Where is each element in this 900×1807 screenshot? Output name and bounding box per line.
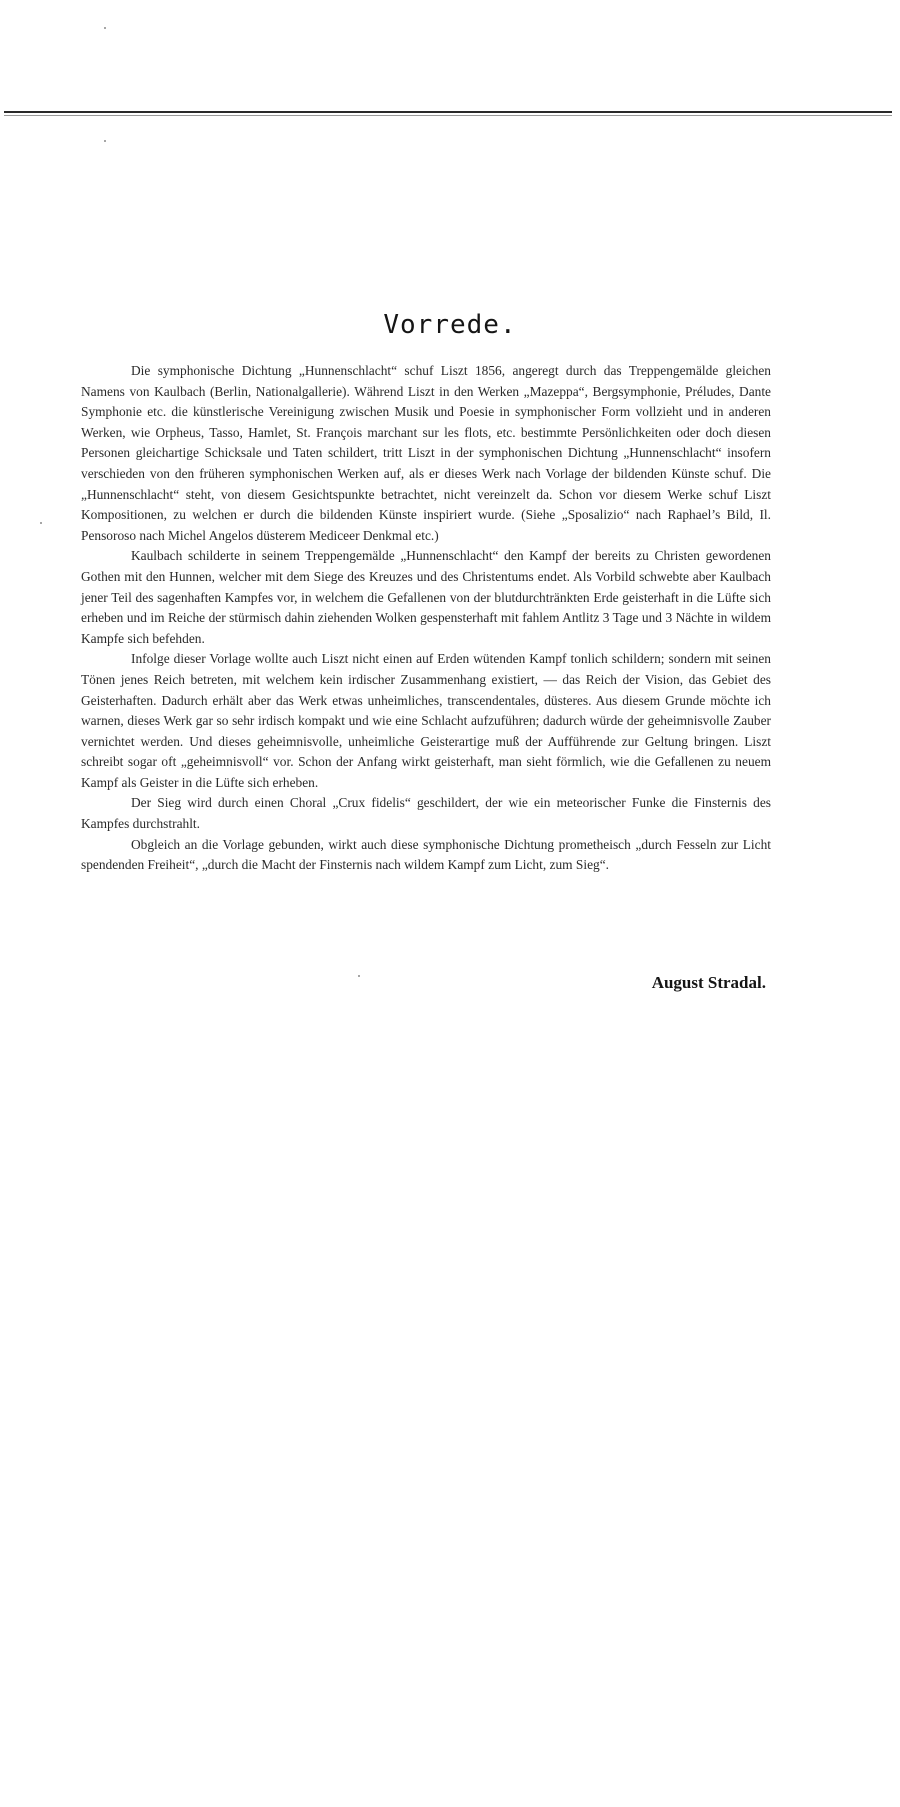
scan-speck [104,27,106,29]
paragraph-5: Obgleich an die Vorlage gebunden, wirkt auch diese symphonische Dichtung prometheisch „durch Fesseln zur Licht spendenden Freiheit“, „durch die Macht der Finsternis nach wildem Kampf zum Licht, zum Sieg“. [81,836,771,873]
top-border-rule [4,111,892,113]
paragraph-1: Die symphonische Dichtung „Hunnenschlacht“ schuf Liszt 1856, angeregt durch das Treppengemälde gleichen Namens von Kaulbach (Berlin, Nationalgallerie). Während Liszt in den Werken „Mazeppa“, Bergsymphonie, Préludes, Dante Symphonie etc. die künstlerische Vereinigung zwischen Musik und Poesie in symphonischer Form vollzieht und in anderen Werken, wie Orpheus, Tasso, Hamlet, St. François marchant sur les flots, etc. bestimmte Persönlichkeiten oder doch diesen Personen gleichartige Schicksale und Taten schildert, tritt Liszt in der symphonischen Dichtung „Hunnenschlacht“ insofern verschieden von den früheren symphonischen Werken auf, als er dieses Werk nach Vorlage der bildenden Künste schuf. Die „Hunnenschlacht“ steht, von diesem Gesichtspunkte betrachtet, nicht vereinzelt da. Schon vor diesem Werke schuf Liszt Kompositionen, zu welchen er durch die bildenden Künste inspiriert wurde. (Siehe „Sposalizio“ nach Raphael’s Bild, Il. Pensoroso nach Michel Angelos düsterem Mediceer Denkmal etc.) [81,363,771,543]
page-title: Vorrede. [383,310,517,340]
scan-speck [104,140,106,142]
top-border-rule-shadow [4,115,892,116]
paragraph-2: Kaulbach schilderte in seinem Treppengemälde „Hunnenschlacht“ den Kampf der bereits zu Christen gewordenen Gothen mit den Hunnen, welcher mit dem Siege des Kreuzes und des Christentums endet. Als Vorbild schwebte aber Kaulbach jener Teil des sagenhaften Kampfes vor, in welchem die Gefallenen von der blutdurchtränkten Erde geisterhaft in die Lüfte sich erheben und im Reiche der stürmisch dahin ziehenden Wolken gespensterhaft mit fahlem Antlitz 3 Tage und 3 Nächte in wildem Kampfe sich befehden. [81,548,771,646]
paragraph-3: Infolge dieser Vorlage wollte auch Liszt nicht einen auf Erden wütenden Kampf tonlich schildern; sondern mit seinen Tönen jenes Reich betreten, mit welchem kein irdischer Zusammenhang existiert, — das Reich der Vision, das Gebiet des Geisterhaften. Dadurch erhält aber das Werk etwas unheimliches, transcendentales, düsteres. Aus diesem Grunde möchte ich warnen, dieses Werk gar so sehr irdisch kompakt und wie eine Schlacht aufzuführen; dadurch würde der geheimnisvolle Zauber vernichtet werden. Und dieses geheimnisvolle, unheimliche Geisterartige muß der Aufführende zur Geltung bringen. Liszt schreibt sogar oft „geheimnisvoll“ vor. Schon der Anfang wirkt geisterhaft, man sieht förmlich, wie die Gefallenen zu neuem Kampf als Geister in die Lüfte sich erheben. [81,651,771,790]
scan-speck [40,522,42,524]
paragraph-4: Der Sieg wird durch einen Choral „Crux fidelis“ geschildert, der wie ein meteorischer Funke die Finsternis des Kampfes durchstrahlt. [81,795,771,832]
preface-body [81,361,771,876]
author-signature: August Stradal. [651,973,766,992]
scan-speck [358,975,360,977]
